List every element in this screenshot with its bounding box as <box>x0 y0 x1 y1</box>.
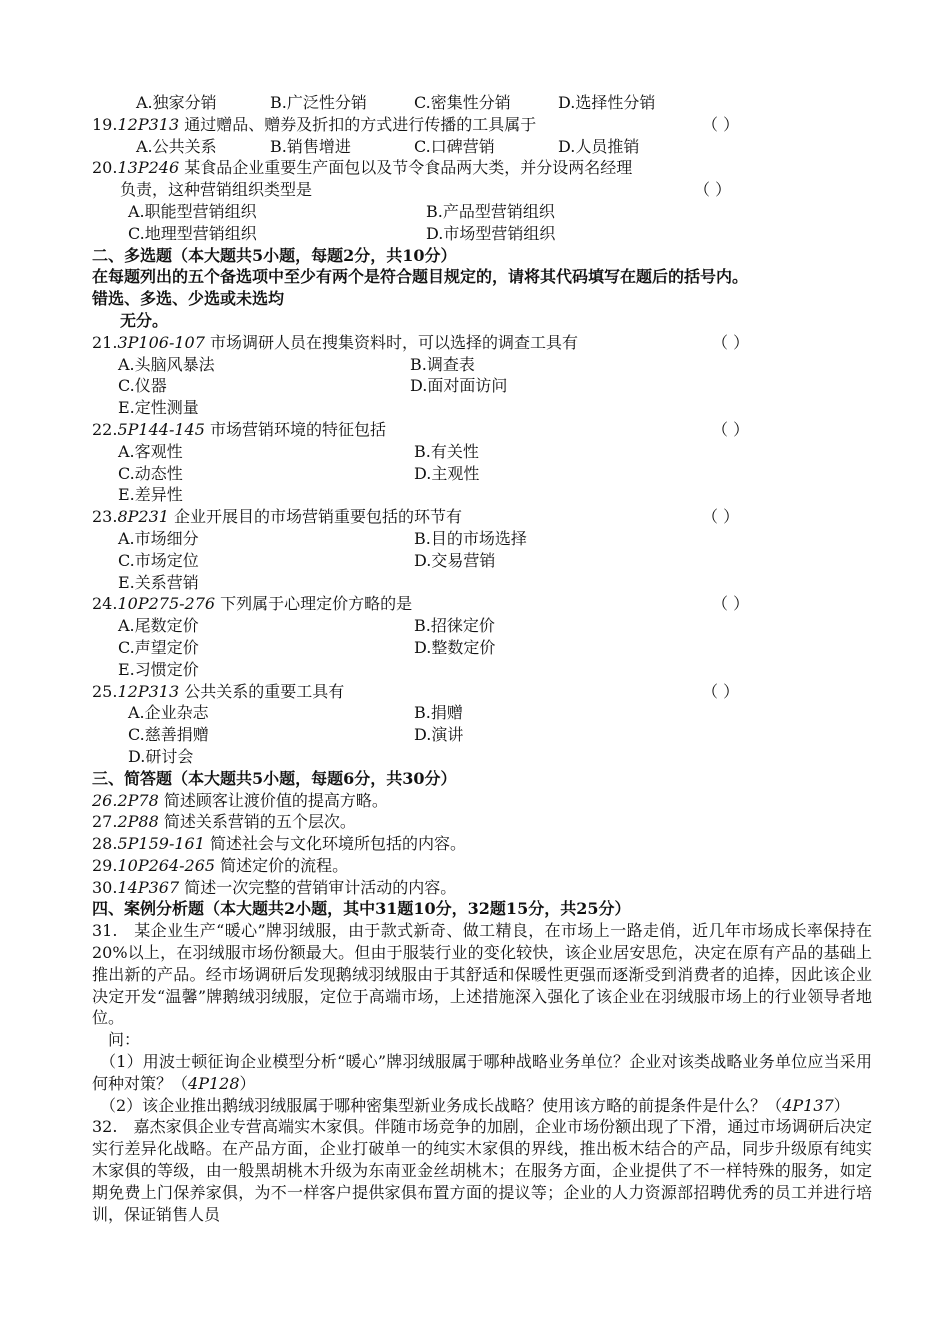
option: B.销售增进 <box>270 136 351 156</box>
short-answer-item <box>92 833 872 855</box>
option: C.仪器 <box>118 376 167 396</box>
q24-options-row2 <box>92 637 872 659</box>
section-title: 三、简答题（本大题共5小题，每题6分，共30分） <box>92 768 457 788</box>
q22-stem <box>92 419 872 441</box>
option: A.职能型营销组织 <box>128 201 257 221</box>
option: D.研讨会 <box>128 746 194 766</box>
short-answer-item <box>92 877 872 899</box>
option: A.独家分销 <box>136 93 217 112</box>
option: B.调查表 <box>410 354 475 374</box>
q24-stem <box>92 593 872 615</box>
q21-stem <box>92 332 872 354</box>
option: D.面对面访问 <box>410 376 508 396</box>
option: D.整数定价 <box>414 637 496 657</box>
page-ref: 12P313 <box>117 114 180 134</box>
option: C.声望定价 <box>118 637 199 657</box>
q25-stem <box>92 681 872 703</box>
short-answer-item <box>92 811 872 833</box>
page-ref: 13P246 <box>117 158 180 178</box>
answer-blank: （ ） <box>702 507 740 527</box>
answer-blank: （ ） <box>702 681 740 701</box>
option: B.产品型营销组织 <box>426 201 555 221</box>
paren-close: ） <box>833 1095 850 1115</box>
question-number: 25. <box>92 681 118 701</box>
page-ref: 12P313 <box>117 681 180 701</box>
q21-options-row2 <box>92 375 872 397</box>
section-title: 四、案例分析题（本大题共2小题，其中31题10分，32题15分，共25分） <box>92 899 631 919</box>
page-ref: 8P231 <box>117 507 169 527</box>
option: E.定性测量 <box>118 398 199 418</box>
question-text: 下列属于心理定价方略的是 <box>215 594 413 614</box>
short-answer-item <box>92 855 872 877</box>
q19-options <box>92 136 872 158</box>
section-title: 二、多选题（本大题共5小题，每题2分，共10分） <box>92 245 457 265</box>
option: A.市场细分 <box>118 528 199 548</box>
exam-page <box>92 92 872 1225</box>
q23-options-row1 <box>92 528 872 550</box>
q20-stem <box>92 157 872 179</box>
option: D.演讲 <box>414 725 464 745</box>
case-31-sub1 <box>92 1051 872 1095</box>
question-text: 公共关系的重要工具有 <box>179 681 345 701</box>
option: D.人员推销 <box>558 136 640 156</box>
q22-options-row2 <box>92 463 872 485</box>
page-ref: 4P137 <box>782 1095 834 1115</box>
q25-options-row2 <box>92 724 872 746</box>
question-text: 市场调研人员在搜集资料时，可以选择的调查工具有 <box>204 332 578 352</box>
short-answer-item <box>92 790 872 812</box>
option: B.广泛性分销 <box>270 93 367 112</box>
section-instructions: 无分。 <box>120 310 169 330</box>
page-ref: 3P106-107 <box>117 332 205 352</box>
page-ref: 10P275-276 <box>117 594 216 614</box>
answer-blank: （ ） <box>702 114 740 134</box>
option: E.关系营销 <box>118 572 199 592</box>
page-ref: 5P159-161 <box>117 834 205 854</box>
q25-options-row1 <box>92 702 872 724</box>
question-text: 简述一次完整的营销审计活动的内容。 <box>179 877 457 897</box>
page-ref: 4P128 <box>188 1073 240 1093</box>
question-number: 29. <box>92 855 118 875</box>
q20-options-row2 <box>92 223 872 245</box>
option: A.头脑风暴法 <box>118 354 215 374</box>
option: B.招徕定价 <box>414 616 495 636</box>
option: B.目的市场选择 <box>414 528 527 548</box>
q21-options-row3 <box>92 397 872 419</box>
section-instructions: 错选、多选、少选或未选均 <box>92 289 285 309</box>
q19-stem <box>92 114 872 136</box>
answer-blank: （ ） <box>694 180 732 200</box>
q24-options-row1 <box>92 615 872 637</box>
q25-options-row3 <box>92 746 872 768</box>
option: A.客观性 <box>118 441 183 461</box>
q23-options-row3 <box>92 572 872 594</box>
option: A.尾数定价 <box>118 616 199 636</box>
option: B.捐赠 <box>414 703 463 723</box>
option: C.口碑营销 <box>414 136 495 156</box>
question-number: 27. <box>92 812 118 832</box>
q23-options-row2 <box>92 550 872 572</box>
question-text: 简述社会与文化环境所包括的内容。 <box>204 834 466 854</box>
question-text: 通过赠品、赠券及折扣的方式进行传播的工具属于 <box>179 114 537 134</box>
question-text: 市场营销环境的特征包括 <box>204 419 386 439</box>
option: D.选择性分销 <box>558 93 656 112</box>
question-number: 23. <box>92 507 118 527</box>
option: C.市场定位 <box>118 550 199 570</box>
case-31-paragraph: 31. 某企业生产“暖心”牌羽绒服，由于款式新奇、做工精良，在市场上一路走俏，近几年市场成长率保持在20%以上，在羽绒服市场份额最大。但由于服装行业的变化较快，该企业居安思危，决定在原有产品的基础上推出新的产品。经市场调研后发现鹅绒羽绒服由于其舒适和保暖性更强而逐渐受到消费者的追捧，因此该企业决定开发“温馨”牌鹅绒羽绒服，定位于高端市场，上述措施深入强化了该企业在羽绒服市场上的行业领导者地位。 <box>92 921 872 1028</box>
case-31-sub2 <box>92 1095 872 1117</box>
option: D.主观性 <box>414 463 480 483</box>
question-number: 26. <box>92 790 118 810</box>
option: E.习惯定价 <box>118 659 199 679</box>
question-number: 30. <box>92 877 118 897</box>
q23-stem <box>92 506 872 528</box>
q20-options-row1 <box>92 201 872 223</box>
option: A.企业杂志 <box>128 703 209 723</box>
question-number: 22. <box>92 419 118 439</box>
question-text: （2）该企业推出鹅绒羽绒服属于哪种密集型新业务成长战略？使用该方略的前提条件是什么？（ <box>100 1095 783 1115</box>
q24-options-row3 <box>92 659 872 681</box>
q22-options-row3 <box>92 484 872 506</box>
q20-stem-line2 <box>92 179 872 201</box>
page-ref: 2P88 <box>117 812 159 832</box>
question-number: 28. <box>92 834 118 854</box>
option: C.地理型营销组织 <box>128 223 257 243</box>
question-number: 19. <box>92 114 118 134</box>
option: D.市场型营销组织 <box>426 223 556 243</box>
page-ref: 5P144-145 <box>117 419 205 439</box>
question-number: 20. <box>92 158 118 178</box>
option: C.慈善捐赠 <box>128 725 209 745</box>
question-number: 24. <box>92 594 118 614</box>
question-text: （1）用波士顿征询企业模型分析“暖心”牌羽绒服属于哪种战略业务单位？企业对该类战略业务单位应当采用何种对策？（ <box>92 1052 872 1093</box>
question-number: 21. <box>92 332 118 352</box>
q21-options-row1 <box>92 354 872 376</box>
answer-blank: （ ） <box>712 594 750 614</box>
question-text: 负责，这种营销组织类型是 <box>120 180 313 200</box>
question-text: 简述定价的流程。 <box>215 855 349 875</box>
answer-blank: （ ） <box>712 419 750 439</box>
q22-options-row1 <box>92 441 872 463</box>
question-text: 企业开展目的市场营销重要包括的环节有 <box>168 507 463 527</box>
question-text: 某食品企业重要生产面包以及节令食品两大类，并分设两名经理 <box>179 158 633 178</box>
option: B.有关性 <box>414 441 479 461</box>
page-ref: 10P264-265 <box>117 855 216 875</box>
section-instructions: 在每题列出的五个备选项中至少有两个是符合题目规定的，请将其代码填写在题后的括号内。 <box>92 267 749 287</box>
question-text: 简述顾客让渡价值的提高方略。 <box>158 790 388 810</box>
page-ref: 14P367 <box>117 877 180 897</box>
answer-blank: （ ） <box>712 332 750 352</box>
option: C.动态性 <box>118 463 183 483</box>
option: A.公共关系 <box>136 136 217 156</box>
page-ref: 2P78 <box>117 790 159 810</box>
option: C.密集性分销 <box>414 93 511 112</box>
q18-options <box>92 92 872 114</box>
case-32-paragraph: 32. 嘉杰家俱企业专营高端实木家俱。伴随市场竞争的加剧，企业市场份额出现了下滑，通过市场调研后决定实行差异化战略。在产品方面，企业打破单一的纯实木家俱的界线，推出板木结合的产品，同步升级原有纯实木家俱的等级，由一般黑胡桃木升级为东南亚金丝胡桃木；在服务方面，企业提供了不一样特殊的服务，如定期免费上门保养家俱，为不一样客户提供家俱布置方面的提议等；企业的人力资源部招聘优秀的员工并进行培训，保证销售人员 <box>92 1117 872 1224</box>
option: E.差异性 <box>118 485 183 505</box>
question-text: 简述关系营销的五个层次。 <box>158 812 356 832</box>
option: D.交易营销 <box>414 550 496 570</box>
ask-label: 问： <box>108 1030 141 1050</box>
paren-close: ） <box>239 1073 256 1093</box>
